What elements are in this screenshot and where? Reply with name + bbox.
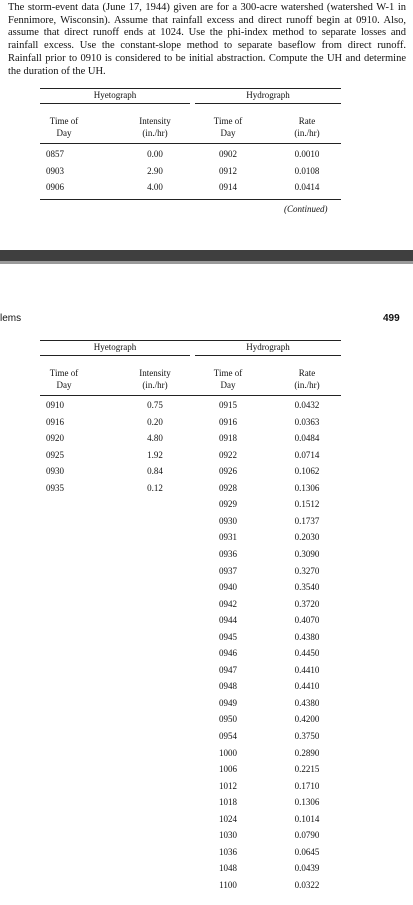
hydrograph-rate: 0.1710 — [294, 780, 320, 791]
intensity-header: Intensity — [139, 116, 171, 126]
hyetograph-intensity: 4.80 — [147, 433, 163, 444]
hydrograph-time: 1048 — [219, 863, 237, 874]
hyetograph-time: 0920 — [46, 433, 64, 444]
hydrograph-rate: 0.1512 — [294, 499, 320, 510]
hyetograph-time: 0925 — [46, 449, 64, 460]
hydrograph-time: 0915 — [219, 400, 237, 410]
hydrograph-time: 1024 — [219, 813, 237, 824]
time-header: Time of — [49, 368, 79, 378]
page-divider-shadow — [0, 261, 413, 264]
hydrograph-rate: 0.4380 — [294, 631, 320, 642]
hydrograph-time: 0936 — [219, 548, 237, 559]
rate-header-unit: (in./hr) — [294, 128, 320, 138]
hydrograph-rate: 0.3090 — [294, 548, 320, 559]
hyetograph-time: 0906 — [46, 182, 64, 192]
hydrograph-time: 0947 — [219, 664, 237, 675]
running-head: lems — [0, 313, 22, 324]
hydrograph-rate: 0.1737 — [294, 515, 320, 526]
hyetograph-intensity: 4.00 — [147, 182, 163, 192]
hydrograph-time: 0950 — [219, 714, 237, 725]
hydrograph-rate: 0.2030 — [294, 532, 320, 543]
header-bottom-rule — [40, 395, 341, 396]
hydrograph-rate: 0.4450 — [294, 648, 320, 659]
hydrograph-rate: 0.1014 — [294, 813, 320, 824]
hyetograph-time: 0916 — [46, 416, 64, 427]
hydrograph-time: 0912 — [219, 165, 237, 176]
hyetograph-time: 0910 — [46, 400, 64, 410]
hydrograph-header: Hydrograph — [246, 342, 290, 352]
hydrograph-rate: 0.3720 — [294, 598, 320, 609]
hydrograph-time: 1000 — [219, 747, 237, 758]
rate-header-unit: (in./hr) — [294, 380, 320, 390]
hyetograph-intensity: 1.92 — [147, 449, 163, 460]
hydrograph-time: 0945 — [219, 631, 237, 642]
hydrograph-time: 0942 — [219, 598, 237, 609]
hydrograph-time: 1030 — [219, 830, 237, 841]
hydrograph-time: 0948 — [219, 681, 237, 692]
hydrograph-time: 0937 — [219, 565, 237, 576]
hydrograph-rate: 0.0322 — [294, 879, 320, 890]
hydrograph-time: 0949 — [219, 697, 237, 708]
hydrograph-time: 0946 — [219, 648, 237, 659]
continued-label: (Continued) — [284, 204, 328, 214]
hyetograph-intensity: 0.20 — [147, 416, 163, 427]
hydrograph-time: 0944 — [219, 615, 237, 626]
table-top-rule — [40, 88, 341, 89]
hydrograph-rate: 0.0484 — [294, 433, 320, 444]
time-header: Time of — [213, 368, 243, 378]
data-table-1 — [40, 88, 341, 218]
hydrograph-rate: 0.4410 — [294, 681, 320, 692]
rate-header: Rate — [298, 116, 316, 126]
hyetograph-intensity: 0.84 — [147, 466, 163, 477]
hydrograph-rate: 0.3750 — [294, 731, 320, 741]
hyetograph-rule — [40, 355, 190, 356]
hydrograph-time: 0922 — [219, 449, 237, 460]
hyetograph-header: Hyetograph — [93, 342, 137, 352]
hydrograph-rate: 0.0363 — [294, 416, 320, 427]
hydrograph-time: 0926 — [219, 466, 237, 477]
hydrograph-rate: 0.3270 — [294, 565, 320, 576]
header-bottom-rule — [40, 143, 341, 144]
hyetograph-intensity: 0.75 — [147, 400, 163, 410]
hydrograph-time: 1018 — [219, 797, 237, 808]
hydrograph-rate: 0.0645 — [294, 846, 320, 857]
hydrograph-time: 1100 — [219, 879, 237, 890]
table-top-rule — [40, 340, 341, 341]
hydrograph-time: 0954 — [219, 731, 237, 741]
rate-header: Rate — [298, 368, 316, 378]
page-divider — [0, 250, 413, 261]
hydrograph-time: 0902 — [219, 149, 237, 159]
intensity-header-unit: (in./hr) — [142, 128, 168, 138]
time-header-unit: Day — [56, 128, 72, 138]
hyetograph-intensity: 0.12 — [147, 482, 163, 493]
hydrograph-rate: 0.1306 — [294, 797, 320, 808]
hyetograph-intensity: 2.90 — [147, 165, 163, 176]
hydrograph-time: 1012 — [219, 780, 237, 791]
table-bottom-rule — [40, 199, 341, 200]
hydrograph-time: 0930 — [219, 515, 237, 526]
time-header-unit: Day — [220, 380, 236, 390]
hydrograph-rate: 0.0790 — [294, 830, 320, 841]
hydrograph-rate: 0.0432 — [294, 400, 320, 410]
hydrograph-time: 0918 — [219, 433, 237, 444]
hydrograph-time: 0940 — [219, 582, 237, 593]
hydrograph-header: Hydrograph — [246, 90, 290, 100]
hydrograph-rule — [195, 103, 341, 104]
hydrograph-rate: 0.2890 — [294, 747, 320, 758]
hyetograph-time: 0857 — [46, 149, 64, 159]
hydrograph-time: 1036 — [219, 846, 237, 857]
hydrograph-time: 0931 — [219, 532, 237, 543]
hydrograph-rate: 0.4200 — [294, 714, 320, 725]
time-header-unit: Day — [56, 380, 72, 390]
hydrograph-rate: 0.1062 — [294, 466, 320, 477]
hydrograph-rate: 0.3540 — [294, 582, 320, 593]
hydrograph-rule — [195, 355, 341, 356]
hydrograph-rate: 0.4070 — [294, 615, 320, 626]
hyetograph-rule — [40, 103, 190, 104]
data-table-2 — [40, 340, 341, 905]
hydrograph-time: 0916 — [219, 416, 237, 427]
time-header-unit: Day — [220, 128, 236, 138]
hydrograph-rate: 0.1306 — [294, 482, 320, 493]
hydrograph-time: 0928 — [219, 482, 237, 493]
intensity-header: Intensity — [139, 368, 171, 378]
hydrograph-rate: 0.0010 — [294, 149, 320, 159]
hydrograph-rate: 0.0714 — [294, 449, 320, 460]
time-header: Time of — [213, 116, 243, 126]
intensity-header-unit: (in./hr) — [142, 380, 168, 390]
hydrograph-rate: 0.4380 — [294, 697, 320, 708]
hydrograph-time: 1006 — [219, 764, 237, 775]
hydrograph-rate: 0.0439 — [294, 863, 320, 874]
hydrograph-time: 0929 — [219, 499, 237, 510]
hydrograph-rate: 0.0414 — [294, 182, 320, 192]
hydrograph-rate: 0.2215 — [294, 764, 320, 775]
hyetograph-time: 0935 — [46, 482, 64, 493]
hydrograph-time: 0914 — [219, 182, 237, 192]
hyetograph-time: 0930 — [46, 466, 64, 477]
page-number: 499 — [383, 313, 400, 324]
hyetograph-intensity: 0.00 — [147, 149, 163, 159]
hydrograph-rate: 0.0108 — [294, 165, 320, 176]
problem-text: The storm-event data (June 17, 1944) given are for a 300-acre watershed (watershed W-1 in Fennimore, Wisconsin). Assume that rainfall excess and direct runoff begin at 0910. Also, assume that direct runoff ends at 1024. Use the phi-index method to separate losses and rainfall excess. Use the constant-slope method to separate baseflow from direct runoff. Rainfall prior to 0910 is considered to be initial abstraction. Compute the UH and determine the duration of the UH. — [8, 2, 406, 77]
time-header: Time of — [49, 116, 79, 126]
hydrograph-rate: 0.4410 — [294, 664, 320, 675]
hyetograph-header: Hyetograph — [93, 90, 137, 100]
hyetograph-time: 0903 — [46, 165, 64, 176]
